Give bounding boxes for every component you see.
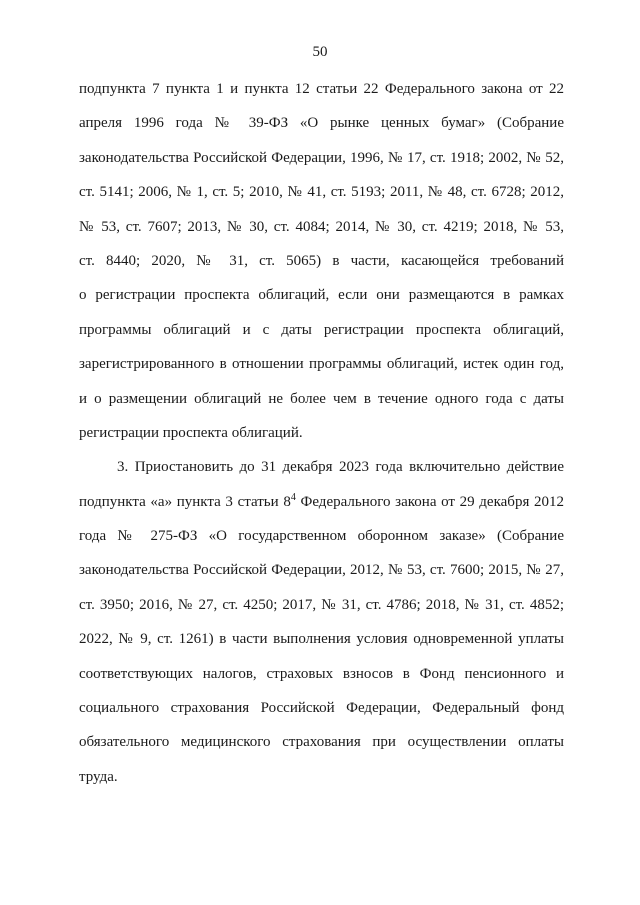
paragraph-item-3	[79, 457, 564, 801]
document-body	[79, 79, 564, 801]
text-line: регистрации проспекта облигаций.	[79, 424, 303, 441]
text-line: ст. 3950; 2016, № 27, ст. 4250; 2017, № 31, ст. 4786; 2018, № 31, ст. 4852;	[79, 596, 564, 613]
text-line: программы облигаций и с даты регистрации проспекта облигаций,	[79, 321, 564, 338]
text-line: ст. 8440; 2020, № 31, ст. 5065) в части, касающейся требований	[79, 252, 564, 269]
text-fragment: Федерального закона от 29 декабря 2012	[295, 493, 564, 510]
text-line: года № 275-ФЗ «О государственном оборонном заказе» (Собрание	[79, 528, 564, 545]
text-line: № 53, ст. 7607; 2013, № 30, ст. 4084; 2014, № 30, ст. 4219; 2018, № 53,	[79, 218, 564, 235]
text-line: законодательства Российской Федерации, 1996, № 17, ст. 1918; 2002, № 52,	[79, 149, 564, 166]
text-line: подпункта 7 пункта 1 и пункта 12 статьи 22 Федерального закона от 22	[79, 81, 564, 97]
text-line: о регистрации проспекта облигаций, если они размещаются в рамках	[79, 287, 564, 304]
text-line: обязательного медицинского страхования при осуществлении оплаты	[79, 734, 564, 751]
text-line: 3. Приостановить до 31 декабря 2023 года включительно действие	[117, 459, 564, 476]
text-line: соответствующих налогов, страховых взносов в Фонд пенсионного и	[79, 665, 564, 682]
text-line: труда.	[79, 768, 118, 785]
text-fragment: подпункта «а» пункта 3 статьи 8	[79, 493, 291, 510]
text-line: зарегистрированного в отношении программы облигаций, истек один год,	[79, 356, 564, 373]
superscript-number: 4	[290, 491, 296, 503]
text-line: апреля 1996 года № 39-ФЗ «О рынке ценных бумаг» (Собрание	[79, 115, 564, 132]
text-line: ст. 5141; 2006, № 1, ст. 5; 2010, № 41, ст. 5193; 2011, № 48, ст. 6728; 2012,	[79, 184, 564, 201]
paragraph-continuation	[79, 79, 564, 457]
text-line: законодательства Российской Федерации, 2012, № 53, ст. 7600; 2015, № 27,	[79, 562, 564, 579]
page-number: 50	[312, 44, 328, 60]
text-line: и о размещении облигаций не более чем в течение одного года с даты	[79, 390, 564, 407]
text-line: 2022, № 9, ст. 1261) в части выполнения условия одновременной уплаты	[79, 631, 564, 648]
text-line-with-superscript	[79, 492, 564, 526]
text-line: социального страхования Российской Федерации, Федеральный фонд	[79, 700, 564, 717]
